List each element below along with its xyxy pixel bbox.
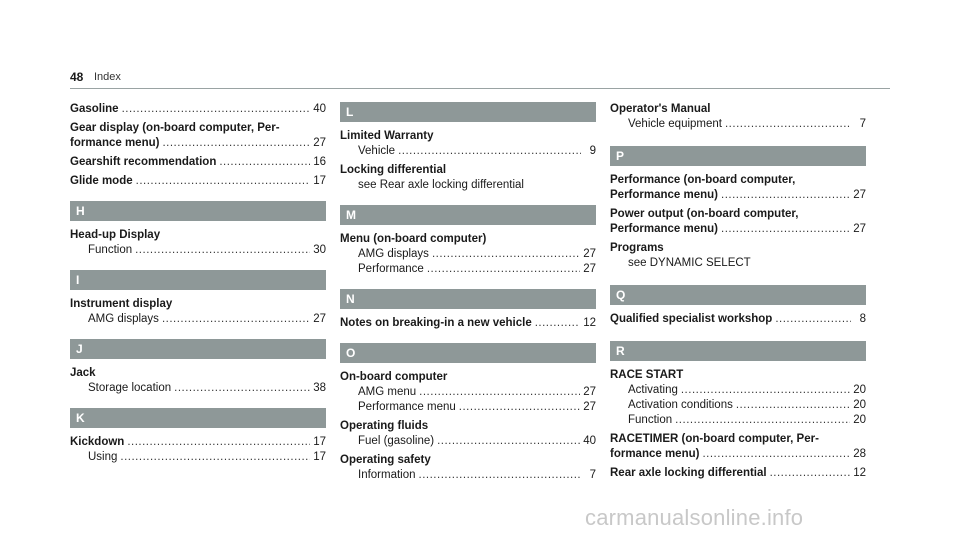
entry-label: Power output (on-board computer, — [610, 208, 799, 220]
watermark-text: carmanualsonline.info — [585, 505, 804, 530]
page-ref[interactable]: 27 — [583, 386, 596, 398]
entry-label: RACETIMER (on-board computer, Per- — [610, 433, 819, 445]
letter-bar-i: I — [70, 270, 326, 290]
index-entry — [70, 435, 326, 465]
index-entry — [610, 207, 866, 237]
entry-label: Menu (on-board computer) — [340, 233, 487, 245]
index-entry — [70, 174, 326, 189]
page-ref[interactable]: 12 — [853, 467, 866, 479]
sub-entry-label: Vehicle equipment — [628, 118, 722, 130]
index-column-1 — [70, 102, 326, 469]
sub-entry-label: Function — [628, 414, 673, 426]
entry-label: Programs — [610, 242, 664, 254]
page-ref[interactable]: 17 — [313, 436, 326, 448]
index-entry — [70, 121, 326, 151]
letter-bar-r: R — [610, 341, 866, 361]
entry-label: Performance (on-board computer, — [610, 174, 796, 186]
letter-bar-n: N — [340, 289, 596, 309]
letter-bar-m: M — [340, 205, 596, 225]
letter-bar-p: P — [610, 146, 866, 166]
index-entry — [70, 102, 326, 117]
sub-entry-label: Using — [88, 451, 118, 463]
index-entry — [610, 102, 866, 132]
see-reference[interactable]: see Rear axle locking differential — [358, 179, 524, 191]
page-ref[interactable]: 27 — [853, 189, 866, 201]
page-ref[interactable]: 40 — [583, 435, 596, 447]
entry-label: Glide mode — [70, 175, 133, 187]
entry-label-cont: Performance menu) — [610, 189, 719, 201]
page-ref[interactable]: 7 — [859, 118, 866, 130]
entry-label-cont: formance menu) — [70, 137, 160, 149]
entry-label: Rear axle locking differential — [610, 467, 767, 479]
page-ref[interactable]: 17 — [313, 175, 326, 187]
entry-label: Gasoline — [70, 103, 119, 115]
sub-entry-label: AMG displays — [358, 248, 429, 260]
page-header — [70, 68, 890, 89]
sub-entry-label: Storage location — [88, 382, 172, 394]
index-entry — [70, 297, 326, 327]
page-ref[interactable]: 27 — [583, 248, 596, 260]
page-ref[interactable]: 9 — [589, 145, 596, 157]
sub-entry-label: Activation conditions — [628, 399, 733, 411]
page-ref[interactable]: 16 — [313, 156, 326, 168]
page-ref[interactable]: 27 — [853, 223, 866, 235]
index-entry — [610, 312, 866, 327]
sub-entry-label: Function — [88, 244, 133, 256]
page-ref[interactable]: 27 — [583, 263, 596, 275]
index-column-3 — [610, 102, 866, 485]
entry-label: Operator's Manual — [610, 103, 711, 115]
entry-label: Jack — [70, 367, 96, 379]
letter-bar-k: K — [70, 408, 326, 428]
index-entry — [610, 368, 866, 428]
entry-label: RACE START — [610, 369, 684, 381]
section-title: Index — [94, 71, 121, 83]
page-ref[interactable]: 20 — [853, 414, 866, 426]
index-entry — [340, 370, 596, 415]
index-entry — [70, 155, 326, 170]
letter-bar-l: L — [340, 102, 596, 122]
see-reference[interactable]: see DYNAMIC SELECT — [628, 257, 751, 269]
entry-label: Head-up Display — [70, 229, 161, 241]
index-column-2 — [340, 102, 596, 487]
entry-label-cont: formance menu) — [610, 448, 700, 460]
index-entry — [340, 453, 596, 483]
page-ref[interactable]: 7 — [589, 469, 596, 481]
sub-entry-label: Information — [358, 469, 416, 481]
entry-label: Limited Warranty — [340, 130, 434, 142]
page-ref[interactable]: 40 — [313, 103, 326, 115]
sub-entry-label: Performance menu — [358, 401, 456, 413]
entry-label-cont: Performance menu) — [610, 223, 719, 235]
index-entry — [70, 228, 326, 258]
entry-label: Instrument display — [70, 298, 173, 310]
index-entry — [610, 432, 866, 462]
index-entry — [610, 466, 866, 481]
letter-bar-h: H — [70, 201, 326, 221]
index-entry — [340, 419, 596, 449]
index-entry — [340, 129, 596, 159]
entry-label: Operating safety — [340, 454, 431, 466]
page-ref[interactable]: 38 — [313, 382, 326, 394]
page-ref[interactable]: 28 — [853, 448, 866, 460]
page-ref[interactable]: 27 — [583, 401, 596, 413]
sub-entry-label: Performance — [358, 263, 424, 275]
index-entry — [610, 173, 866, 203]
sub-entry-label: Fuel (gasoline) — [358, 435, 435, 447]
entry-label: Gearshift recommendation — [70, 156, 217, 168]
sub-entry-label: Activating — [628, 384, 678, 396]
sub-entry-label: Vehicle — [358, 145, 396, 157]
entry-label: Gear display (on-board computer, Per- — [70, 122, 280, 134]
page-ref[interactable]: 20 — [853, 399, 866, 411]
page-ref[interactable]: 17 — [313, 451, 326, 463]
letter-bar-o: O — [340, 343, 596, 363]
page-ref[interactable]: 12 — [583, 317, 596, 329]
page-ref[interactable]: 20 — [853, 384, 866, 396]
index-entry — [340, 316, 596, 331]
index-entry — [340, 163, 596, 193]
letter-bar-j: J — [70, 339, 326, 359]
entry-label: Operating fluids — [340, 420, 429, 432]
letter-bar-q: Q — [610, 285, 866, 305]
entry-label: Kickdown — [70, 436, 125, 448]
page-ref[interactable]: 30 — [313, 244, 326, 256]
entry-label: On-board computer — [340, 371, 448, 383]
page-ref[interactable]: 27 — [313, 313, 326, 325]
index-entry — [610, 241, 866, 271]
page-ref[interactable]: 27 — [313, 137, 326, 149]
sub-entry-label: AMG displays — [88, 313, 159, 325]
entry-label: Locking differential — [340, 164, 447, 176]
index-entry — [340, 232, 596, 277]
sub-entry-label: AMG menu — [358, 386, 417, 398]
entry-label: Qualified specialist workshop — [610, 313, 773, 325]
entry-label: Notes on breaking-in a new vehicle — [340, 317, 532, 329]
index-entry — [70, 366, 326, 396]
page-ref[interactable]: 8 — [859, 313, 866, 325]
page-number: 48 — [70, 70, 84, 84]
